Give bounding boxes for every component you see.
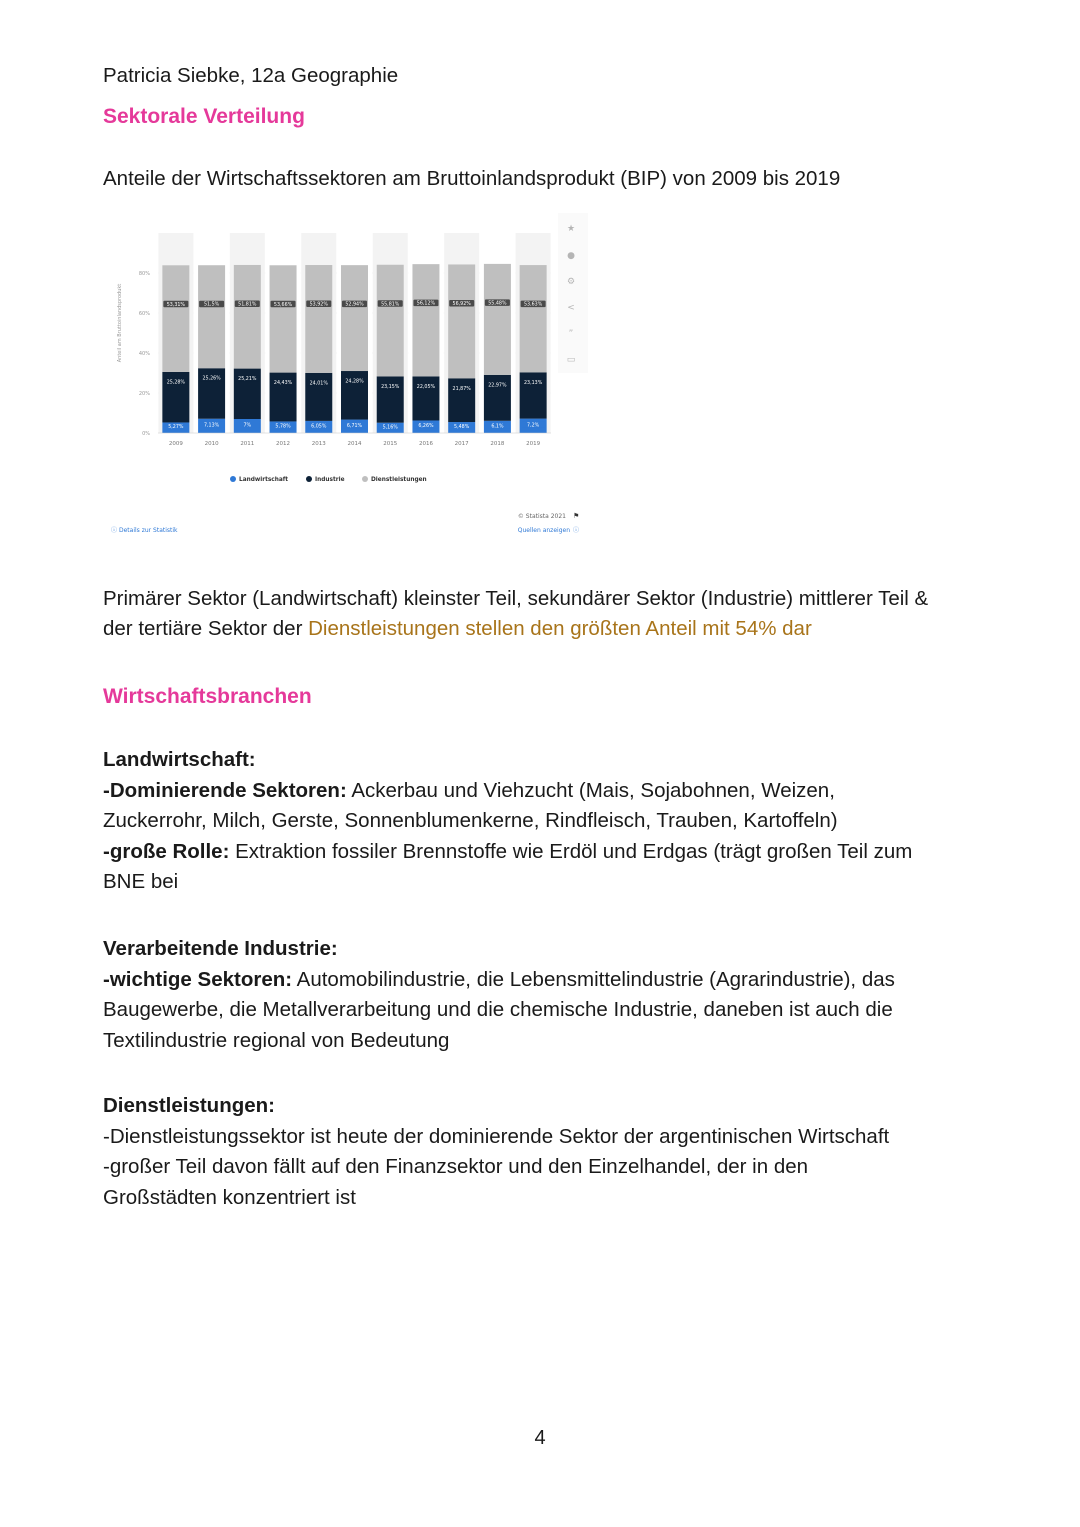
section-title-sektorale-verteilung: Sektorale Verteilung (103, 105, 305, 128)
section-title-wirtschaftsbranchen: Wirtschaftsbranchen (103, 685, 312, 708)
flag-icon: ⚑ (573, 512, 580, 520)
industrie-l2: Baugewerbe, die Metallverarbeitung und die chemische Industrie, daneben ist auch die (103, 998, 893, 1021)
print-icon[interactable]: ▭ (566, 355, 576, 365)
data-label-dienstleistungen: 56,12% (416, 301, 436, 307)
bar-segment-dienstleistungen (412, 264, 439, 376)
bar-segment-dienstleistungen (448, 264, 475, 378)
y-tick-label: 60% (138, 311, 150, 317)
x-tick-label: 2010 (204, 441, 219, 447)
dienstleistungen-block (103, 1091, 993, 1213)
data-label-industrie: 23,13% (523, 380, 543, 386)
legend-marker-landwirtschaft (230, 476, 236, 482)
x-tick-label: 2009 (168, 441, 183, 447)
bar-segment-dienstleistungen (270, 265, 297, 372)
x-tick-label: 2012 (276, 441, 291, 447)
dienstleistungen-l2: -großer Teil davon fällt auf den Finanzsektor und den Einzelhandel, der in den (103, 1155, 809, 1178)
data-label-dienstleistungen: 53,66% (273, 302, 293, 308)
data-label-landwirtschaft: 5,27% (168, 425, 184, 431)
bar-segment-dienstleistungen (305, 265, 332, 373)
data-label-industrie: 25,26% (202, 376, 221, 382)
x-tick-label: 2013 (311, 441, 326, 447)
industrie-l3: Textilindustrie regional von Bedeutung (103, 1028, 450, 1052)
y-tick-label: 0% (142, 431, 150, 437)
chart-toolbar (558, 213, 588, 373)
x-tick-label: 2014 (347, 441, 362, 447)
landwirtschaft-l1-text: Ackerbau und Viehzucht (Mais, Sojabohnen, Weizen, (346, 778, 835, 802)
summary-line-1: Primärer Sektor (Landwirtschaft) kleinster Teil, sekundärer Sektor (Industrie) mittlerer Teil & (103, 587, 929, 610)
landwirtschaft-l3-bold: -große Rolle: (103, 839, 230, 863)
y-axis-label: Anteil am Bruttoinlandsprodukt (117, 283, 123, 363)
y-tick-label: 20% (138, 391, 150, 397)
industrie-block (103, 934, 993, 1056)
x-tick-label: 2019 (526, 441, 541, 447)
data-label-landwirtschaft: 5,48% (454, 425, 470, 431)
data-label-landwirtschaft: 6,71% (346, 423, 363, 429)
bar-segment-dienstleistungen (341, 265, 368, 371)
data-label-landwirtschaft: 6,26% (418, 424, 434, 430)
statista-chart (103, 213, 588, 543)
landwirtschaft-l3-text: Extraktion fossiler Brennstoffe wie Erdöl und Erdgas (trägt großen Teil zum (229, 839, 913, 863)
data-label-industrie: 23,15% (381, 384, 400, 390)
dienstleistungen-heading: Dienstleistungen: (103, 1094, 275, 1117)
legend-marker-industrie (306, 476, 312, 482)
info-icon-details: ⓘ (111, 527, 118, 534)
chart-caption: Anteile der Wirtschaftssektoren am Bruttoinlandsprodukt (BIP) von 2009 bis 2019 (103, 167, 841, 190)
data-label-landwirtschaft: 7,13% (203, 423, 220, 429)
industrie-l1-bold: -wichtige Sektoren: (103, 967, 293, 991)
data-label-industrie: 22,05% (416, 384, 436, 390)
data-label-industrie: 24,28% (345, 379, 364, 385)
data-label-dienstleistungen: 55,48% (488, 301, 507, 307)
industrie-heading: Verarbeitende Industrie: (103, 937, 338, 960)
data-label-industrie: 24,43% (273, 381, 293, 387)
data-label-landwirtschaft: 7% (243, 423, 252, 429)
bar-segment-dienstleistungen (520, 265, 547, 372)
data-label-industrie: 25,21% (238, 377, 257, 383)
y-tick-label: 40% (138, 351, 150, 357)
data-label-industrie: 25,28% (166, 380, 186, 386)
x-tick-label: 2015 (383, 441, 398, 447)
summary-line-2 (103, 617, 812, 641)
data-label-industrie: 24,01% (309, 381, 328, 387)
x-tick-label: 2011 (240, 441, 255, 447)
sources-link[interactable]: Quellen anzeigen (517, 527, 570, 534)
landwirtschaft-l4: BNE bei (103, 870, 179, 893)
landwirtschaft-l1-bold: -Dominierende Sektoren: (103, 778, 347, 802)
data-label-dienstleistungen: 56,92% (452, 301, 471, 307)
industrie-l1-text: Automobilindustrie, die Lebensmittelindustrie (Agrarindustrie), das (292, 967, 895, 991)
info-icon-sources: ⓘ (573, 527, 580, 534)
bar-segment-dienstleistungen (198, 265, 225, 368)
statista-source: © Statista 2021 (517, 513, 566, 520)
data-label-industrie: 22,97% (488, 383, 507, 389)
details-link[interactable]: Details zur Statistik (119, 527, 178, 534)
share-icon[interactable]: < (567, 303, 575, 313)
legend-label-industrie: Industrie (315, 477, 345, 483)
bar-segment-dienstleistungen (162, 265, 189, 372)
bar-segment-dienstleistungen (484, 264, 511, 375)
summary-plain: der tertiäre Sektor der (103, 617, 309, 640)
data-label-dienstleistungen: 53,31% (166, 302, 186, 308)
bar-segment-dienstleistungen (377, 265, 404, 377)
x-tick-label: 2018 (490, 441, 505, 447)
gear-icon[interactable]: ⚙ (566, 277, 576, 287)
author-line: Patricia Siebke, 12a Geographie (103, 64, 399, 87)
page-number: 4 (534, 1427, 546, 1449)
data-label-industrie: 21,87% (452, 386, 471, 392)
legend-label-dienstleistungen: Dienstleistungen (371, 477, 427, 483)
data-label-landwirtschaft: 6,05% (311, 424, 327, 430)
summary-highlight: Dienstleistungen stellen den größten Anteil mit 54% dar (308, 617, 812, 640)
bell-icon[interactable]: ● (567, 251, 575, 261)
x-tick-label: 2017 (454, 441, 469, 447)
data-label-dienstleistungen: 53,92% (309, 302, 328, 308)
data-label-landwirtschaft: 7,2% (527, 423, 540, 429)
dienstleistungen-l1: -Dienstleistungssektor ist heute der dominierende Sektor der argentinischen Wirtschaft (103, 1124, 890, 1148)
data-label-dienstleistungen: 55,81% (381, 302, 400, 308)
data-label-dienstleistungen: 53,63% (523, 302, 543, 308)
quote-icon[interactable]: ” (568, 329, 574, 339)
data-label-dienstleistungen: 52,94% (345, 302, 364, 308)
y-tick-label: 80% (138, 271, 150, 277)
data-label-landwirtschaft: 5,78% (275, 424, 291, 430)
data-label-dienstleistungen: 51,81% (238, 302, 257, 308)
landwirtschaft-l2: Zuckerrohr, Milch, Gerste, Sonnenblumenkerne, Rindfleisch, Trauben, Kartoffeln) (103, 809, 838, 832)
data-label-dienstleistungen: 51,5% (203, 302, 220, 308)
data-label-landwirtschaft: 5,16% (382, 425, 398, 431)
landwirtschaft-block (103, 745, 993, 898)
landwirtschaft-heading: Landwirtschaft: (103, 748, 256, 771)
legend-label-landwirtschaft: Landwirtschaft (239, 477, 289, 483)
dienstleistungen-l3: Großstädten konzentriert ist (103, 1185, 356, 1209)
star-icon[interactable]: ★ (566, 224, 576, 234)
x-tick-label: 2016 (418, 441, 433, 447)
bar-segment-dienstleistungen (234, 265, 261, 369)
legend-marker-dienstleistungen (362, 476, 368, 482)
stacked-bar-chart (103, 213, 588, 543)
data-label-landwirtschaft: 6,1% (491, 424, 504, 430)
